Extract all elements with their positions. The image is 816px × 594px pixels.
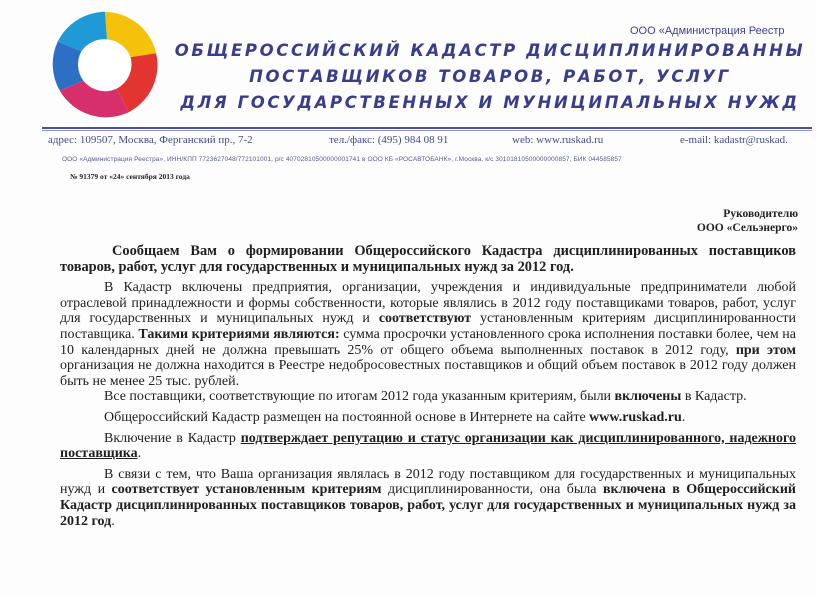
text-segment: Общероссийский Кадастр размещен на постоянной основе в Интернете на сайте [104,409,590,425]
text-segment-bold: при этом [735,342,796,358]
text-segment: Включение в Кадастр [104,430,241,446]
bank-requisites: ООО «Администрация Реестра», ИНН/КПП 7723627048/772101001, р/с 40702810500000001741 в ООО КБ «РОСАВТОБАНК», г.Москва, к/с 30101810500000000857, БИК 044585857 [62,156,622,163]
colored-circle-logo-icon [46,6,164,124]
text-segment: установленным критериям дисциплинированности поставщика. [60,311,796,342]
text-segment: . [137,446,142,462]
website-paragraph [60,410,796,426]
text-segment-bold: включена в Общероссийский Кадастр дисциплинированных поставщиков товаров, работ, услуг для государственных и муниципальных нужд за 2012 год [60,482,796,529]
title-line-2: ПОСТАВЩИКОВ ТОВАРОВ, РАБОТ, УСЛУГ [249,67,731,86]
letter-body [60,244,796,529]
text-segment: В связи с тем, что Ваша организация являлась в 2012 году поставщиком для государственных и муниципальных нужд и [60,466,796,498]
contact-email: e-mail: kadastr@ruskad. [680,134,788,146]
title-line-1: ОБЩЕРОССИЙСКИЙ КАДАСТР ДИСЦИПЛИНИРОВАННЫ [174,41,806,60]
included-paragraph [60,389,796,405]
text-segment: организация не должна находится в Реестре недобросовестных поставщиков и общий объем поставок в 2012 году должен быть не менее 25 тыс. рублей. [60,358,796,389]
text-segment-bold-underlined: подтверждает репутацию и статус организации как дисциплинированного, надежного поставщика [60,430,796,462]
title-line-3: ДЛЯ ГОСУДАРСТВЕННЫХ И МУНИЦИПАЛЬНЫХ НУЖД [180,93,800,112]
reputation-paragraph [60,431,796,462]
text-segment-bold: соответствует установленным критериям [111,482,382,498]
addressee-position: Руководителю [723,208,798,220]
addressee-company: ООО «Сельэнерго» [696,222,798,234]
header-divider-thin [42,130,812,131]
website-link[interactable]: www.ruskad.ru [589,409,682,425]
text-segment: сумма просрочки установленного срока исполнения поставки более, чем на 10 календарных дней не должна превышать 25% от общего объема выполненных поставок в 2012 году, [60,326,797,358]
letterhead-title [170,38,810,116]
contact-address: адрес: 109507, Москва, Ферганский пр., 7-2 [48,134,253,146]
text-segment: Все поставщики, соответствующие по итогам 2012 года указанным критериям, были [104,389,615,405]
text-segment: дисциплинированности, она была [381,482,603,498]
contact-phone: тел./факс: (495) 984 08 91 [329,134,449,146]
addressee-block [697,207,798,235]
text-segment: В Кадастр включены предприятия, организации, учреждения и индивидуальные предприниматели любой отраслевой принадлежности и формы собственности, которые являлись в 2012 году поставщиками товаров, работ, услуг для государственных и муниципальных нужд и [60,280,796,327]
contact-web: web: www.ruskad.ru [512,134,604,146]
text-segment-bold: включены [614,389,682,405]
text-segment-bold: Такими критериями являются: [138,326,340,342]
text-segment-bold: соответствуют [378,311,472,327]
company-short-name: ООО «Администрация Реестр [630,25,785,37]
criteria-paragraph [60,280,796,389]
document-number: № 91379 от «24» сентября 2013 года [70,172,190,181]
text-segment: в Кадастр. [681,389,747,405]
conclusion-paragraph [60,467,796,529]
text-segment: . [111,513,115,529]
text-segment: . [681,409,686,425]
lead-paragraph: Сообщаем Вам о формировании Общероссийского Кадастра дисциплинированных поставщиков товаров, работ, услуг для государственных и муниципальных нужд за 2012 год. [60,243,796,275]
header-divider [42,127,812,129]
